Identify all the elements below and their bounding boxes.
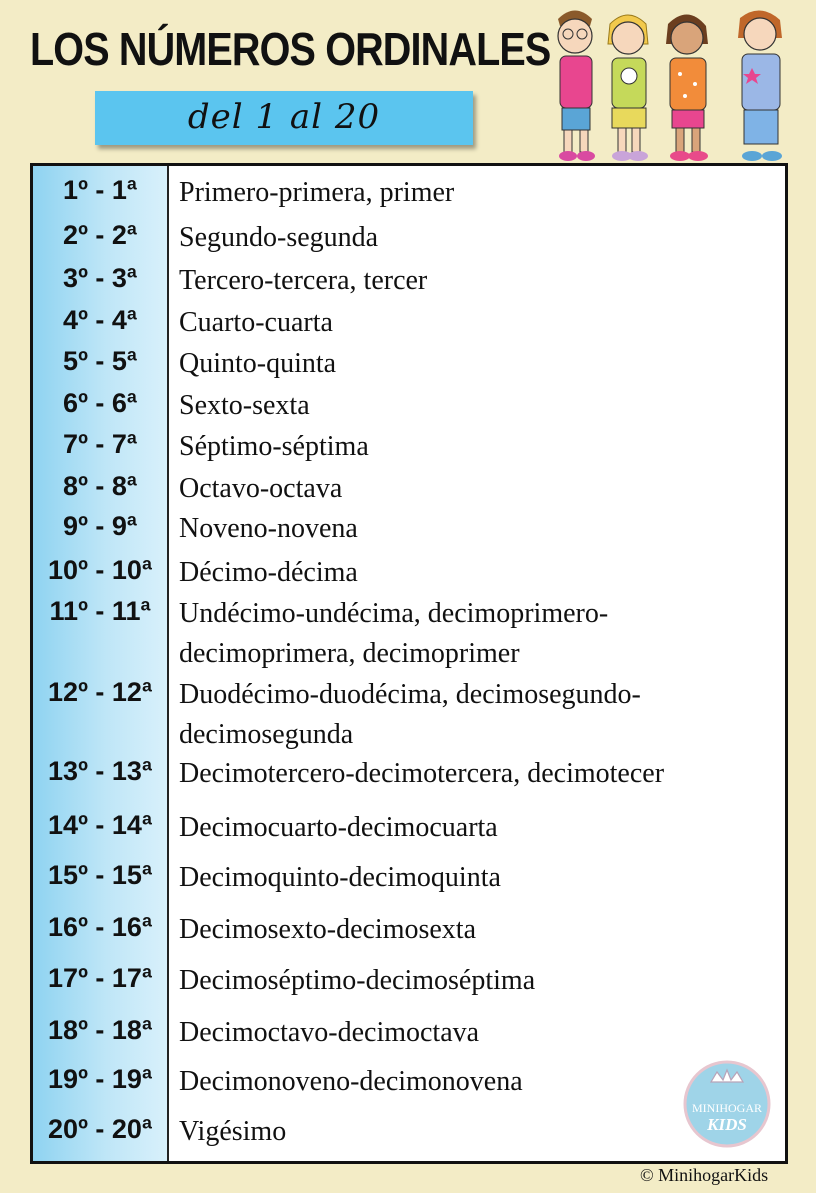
ordinal-number: 16º - 16ª [48,912,152,942]
page-title: LOS NÚMEROS ORDINALES [30,23,551,75]
ordinal-words: Noveno-novena [179,513,358,544]
child-figure [738,10,782,161]
ordinal-words: Undécimo-undécima, decimoprimero-decimoprimera, decimoprimer [179,598,609,669]
svg-text:KIDS: KIDS [707,1115,747,1134]
ordinal-number: 1º - 1ª [63,175,137,205]
ordinal-words: Quinto-quinta [179,348,337,379]
ordinal-number: 5º - 5ª [63,346,137,376]
ordinal-words: Vigésimo [179,1116,287,1147]
ordinal-number: 18º - 18ª [48,1015,152,1045]
ordinal-number: 14º - 14ª [48,810,152,840]
ordinal-number: 10º - 10ª [48,555,152,585]
copyright-text: © MinihogarKids [640,1165,769,1185]
ordinal-number: 7º - 7ª [63,429,137,459]
ordinal-words: Séptimo-séptima [179,431,369,462]
child-figure [558,11,595,162]
ordinal-number: 4º - 4ª [63,305,137,335]
ordinal-words: Decimocuarto-decimocuarta [179,812,498,843]
child-figure [608,15,648,161]
ordinal-number: 9º - 9ª [63,511,137,541]
svg-text:MINIHOGAR: MINIHOGAR [692,1101,762,1115]
subtitle-banner [95,91,473,145]
ordinal-number: 12º - 12ª [48,677,152,707]
ordinal-words: Decimotercero-decimotercera, decimotecer [179,758,665,789]
ordinal-words: Decimoséptimo-decimoséptima [179,965,536,996]
ordinal-words: Decimoquinto-decimoquinta [179,862,501,893]
ordinal-words: Decimosexto-decimosexta [179,914,477,945]
ordinal-number: 8º - 8ª [63,471,137,501]
ordinal-words: Decimoctavo-decimoctava [179,1017,480,1048]
ordinal-words: Sexto-sexta [179,390,310,421]
ordinal-number: 6º - 6ª [63,388,137,418]
ordinal-number: 17º - 17ª [48,963,152,993]
minihogar-kids-logo [683,1060,771,1148]
ordinal-words: Primero-primera, primer [179,177,455,208]
ordinal-words: Cuarto-cuarta [179,307,333,338]
ordinal-words: Duodécimo-duodécima, decimosegundo-decimosegunda [179,679,641,750]
child-figure [666,14,708,161]
ordinal-words: Decimonoveno-decimonovena [179,1066,523,1097]
children-illustration [540,4,810,168]
ordinal-number: 19º - 19ª [48,1064,152,1094]
ordinal-words: Segundo-segunda [179,222,379,253]
ordinal-number: 2º - 2ª [63,220,137,250]
ordinal-number: 15º - 15ª [48,860,152,890]
ordinal-words: Octavo-octava [179,473,343,504]
ordinal-words: Décimo-décima [179,557,358,588]
ordinal-number: 3º - 3ª [63,263,137,293]
subtitle: del 1 al 20 [187,97,381,137]
ordinal-number: 13º - 13ª [48,756,152,786]
ordinal-words: Tercero-tercera, tercer [179,265,428,296]
ordinals-table [30,163,788,1164]
ordinal-number: 20º - 20ª [48,1114,152,1144]
ordinal-number: 11º - 11ª [49,596,151,626]
